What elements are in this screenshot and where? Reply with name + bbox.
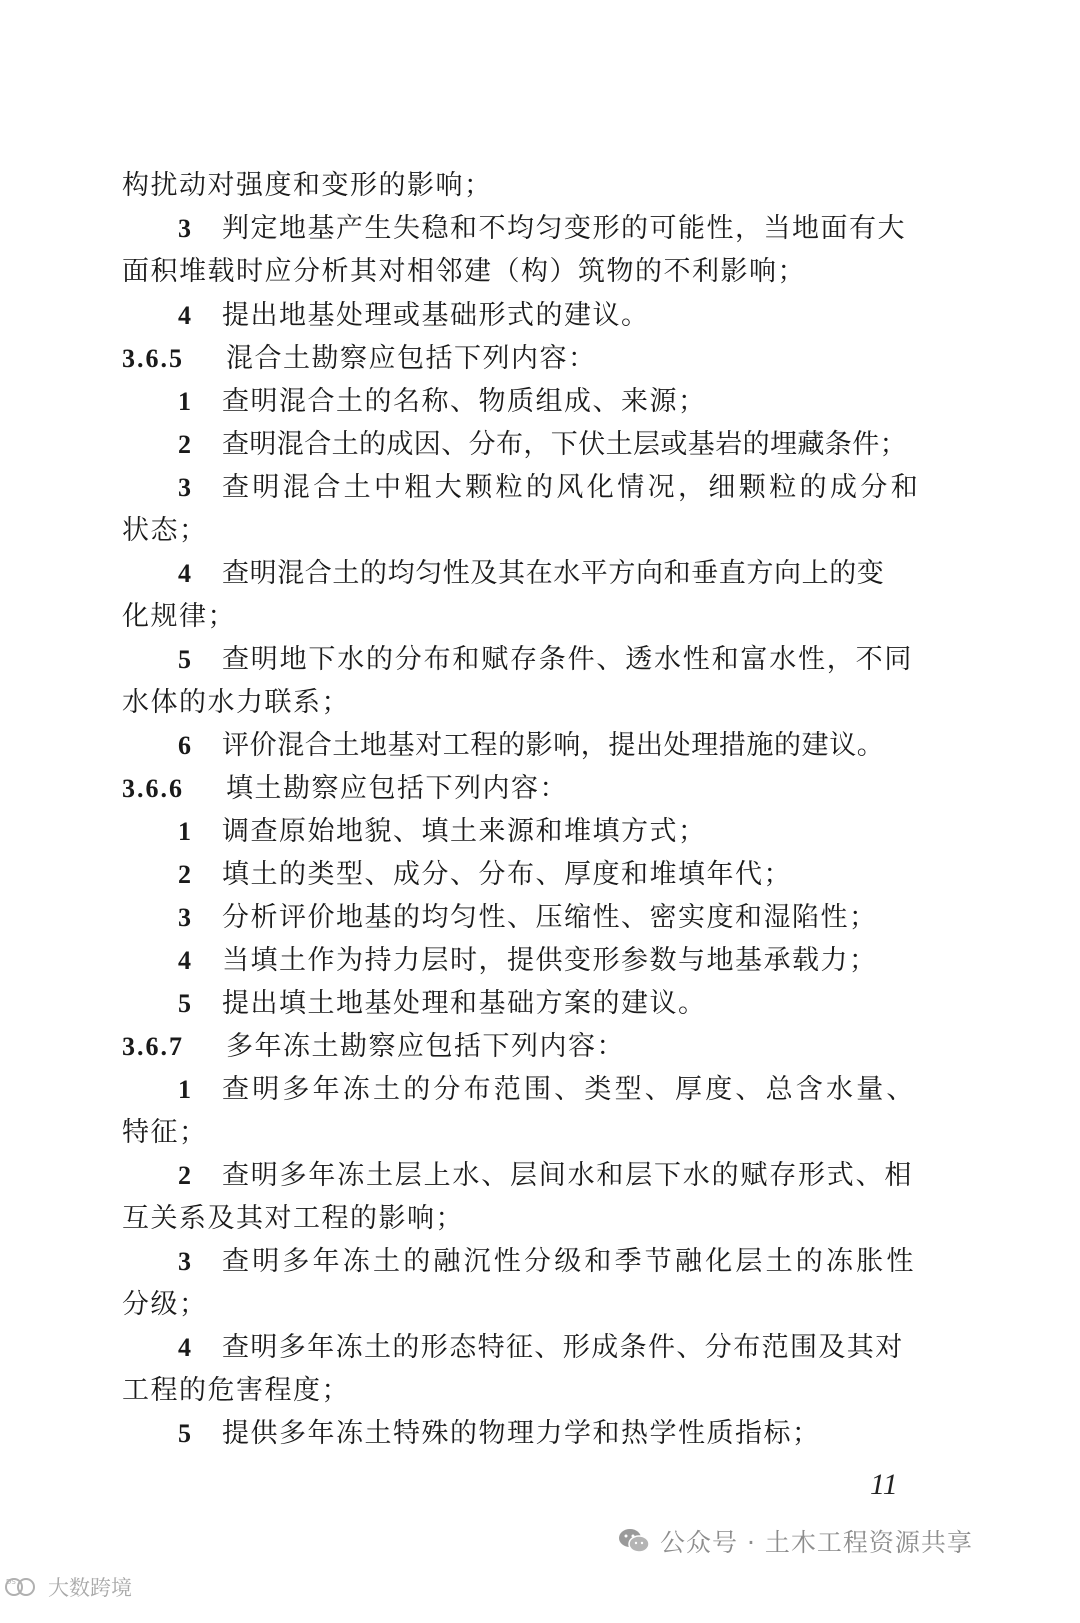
wechat-icon <box>618 1528 650 1554</box>
line-text: 水体的水力联系； <box>122 687 350 718</box>
list-item <box>178 1330 904 1370</box>
line-text: 提出地基处理或基础形式的建议。 <box>222 300 650 331</box>
list-item <box>178 943 878 983</box>
item-number: 2 <box>178 430 192 459</box>
section-heading <box>122 1029 625 1069</box>
line-text: 查明混合土中粗大颗粒的风化情况，细颗粒的成分和 <box>222 472 922 503</box>
page-number: 11 <box>870 1468 898 1501</box>
item-number: 5 <box>178 1419 193 1448</box>
watermark-left-text: 大数跨境 <box>48 1576 132 1600</box>
item-number: 2 <box>178 860 193 889</box>
line-text: 分级； <box>122 1289 208 1320</box>
watermark-wechat <box>618 1524 973 1558</box>
text-line <box>122 1201 464 1241</box>
svg-text:DS: DS <box>6 1578 16 1586</box>
line-text: 查明混合土的名称、物质组成、来源； <box>222 386 707 417</box>
item-number: 5 <box>178 989 193 1018</box>
section-title: 混合土勘察应包括下列内容： <box>226 343 597 374</box>
line-text: 互关系及其对工程的影响； <box>122 1203 464 1234</box>
line-text: 查明多年冻土的形态特征、形成条件、分布范围及其对 <box>222 1332 904 1363</box>
item-number: 5 <box>178 645 193 674</box>
line-text: 工程的危害程度； <box>122 1375 350 1406</box>
item-number: 2 <box>178 1161 193 1190</box>
section-title: 填土勘察应包括下列内容： <box>226 773 568 804</box>
item-number: 3 <box>178 903 193 932</box>
text-line <box>122 1115 208 1155</box>
line-text: 判定地基产生失稳和不均匀变形的可能性，当地面有大 <box>222 213 906 244</box>
list-item <box>178 814 707 854</box>
text-line <box>122 685 350 725</box>
item-number: 4 <box>178 1333 193 1362</box>
list-item <box>178 298 650 338</box>
list-item <box>178 384 707 424</box>
line-text: 查明混合土的成因、分布，下伏土层或基岩的埋藏条件； <box>222 429 907 460</box>
line-text: 评价混合土地基对工程的影响，提出处理措施的建议。 <box>222 730 885 761</box>
line-text: 构扰动对强度和变形的影响； <box>122 170 493 201</box>
text-line <box>122 513 208 553</box>
watermark-brand <box>4 1572 132 1602</box>
list-item <box>178 986 707 1026</box>
item-number: 3 <box>178 1247 195 1276</box>
section-title: 多年冻土勘察应包括下列内容： <box>226 1031 625 1062</box>
line-text: 当填土作为持力层时，提供变形参数与地基承载力； <box>222 945 878 976</box>
line-text: 查明混合土的均匀性及其在水平方向和垂直方向上的变 <box>222 558 885 589</box>
line-text: 查明多年冻土层上水、层间水和层下水的赋存形式、相 <box>222 1160 914 1191</box>
item-number: 3 <box>178 473 195 502</box>
list-item <box>178 857 792 897</box>
line-text: 分析评价地基的均匀性、压缩性、密实度和湿陷性； <box>222 902 878 933</box>
line-text: 查明多年冻土的分布范围、类型、厚度、总含水量、 <box>222 1074 917 1105</box>
line-text: 提出填土地基处理和基础方案的建议。 <box>222 988 707 1019</box>
line-text: 化规律； <box>122 601 236 632</box>
line-text: 查明地下水的分布和赋存条件、透水性和富水性，不同 <box>222 644 914 675</box>
line-text: 填土的类型、成分、分布、厚度和堆填年代； <box>222 859 792 890</box>
text-line <box>122 254 806 294</box>
item-number: 1 <box>178 817 193 846</box>
list-item <box>178 470 921 510</box>
list-item <box>178 900 878 940</box>
line-text: 查明多年冻土的融沉性分级和季节融化层土的冻胀性 <box>222 1246 917 1277</box>
line-text: 调查原始地貌、填土来源和堆填方式； <box>222 816 707 847</box>
item-number: 4 <box>178 559 192 588</box>
line-text: 特征； <box>122 1117 208 1148</box>
text-line <box>122 1373 350 1413</box>
section-number: 3.6.5 <box>122 344 184 373</box>
brand-logo-icon <box>4 1576 44 1598</box>
item-number: 6 <box>178 731 192 760</box>
text-line <box>122 599 236 639</box>
list-item <box>178 642 913 682</box>
text-line <box>122 1287 208 1327</box>
item-number: 4 <box>178 946 193 975</box>
item-number: 3 <box>178 214 193 243</box>
section-number: 3.6.6 <box>122 774 184 803</box>
line-text: 提供多年冻土特殊的物理力学和热学性质指标； <box>222 1418 821 1449</box>
text-line <box>122 168 493 208</box>
list-item <box>178 1072 917 1112</box>
line-text: 面积堆载时应分析其对相邻建（构）筑物的不利影响； <box>122 256 806 287</box>
list-item <box>178 556 884 596</box>
section-heading <box>122 771 568 811</box>
item-number: 1 <box>178 387 193 416</box>
section-heading <box>122 341 597 381</box>
line-text: 状态； <box>122 515 208 546</box>
item-number: 1 <box>178 1075 195 1104</box>
section-number: 3.6.7 <box>122 1032 184 1061</box>
watermark-text: 公众号 · 土木工程资源共享 <box>660 1528 973 1557</box>
list-item <box>178 728 884 768</box>
list-item <box>178 427 907 467</box>
item-number: 4 <box>178 301 193 330</box>
list-item <box>178 1158 913 1198</box>
list-item <box>178 1416 821 1456</box>
list-item <box>178 1244 917 1284</box>
list-item <box>178 211 906 251</box>
